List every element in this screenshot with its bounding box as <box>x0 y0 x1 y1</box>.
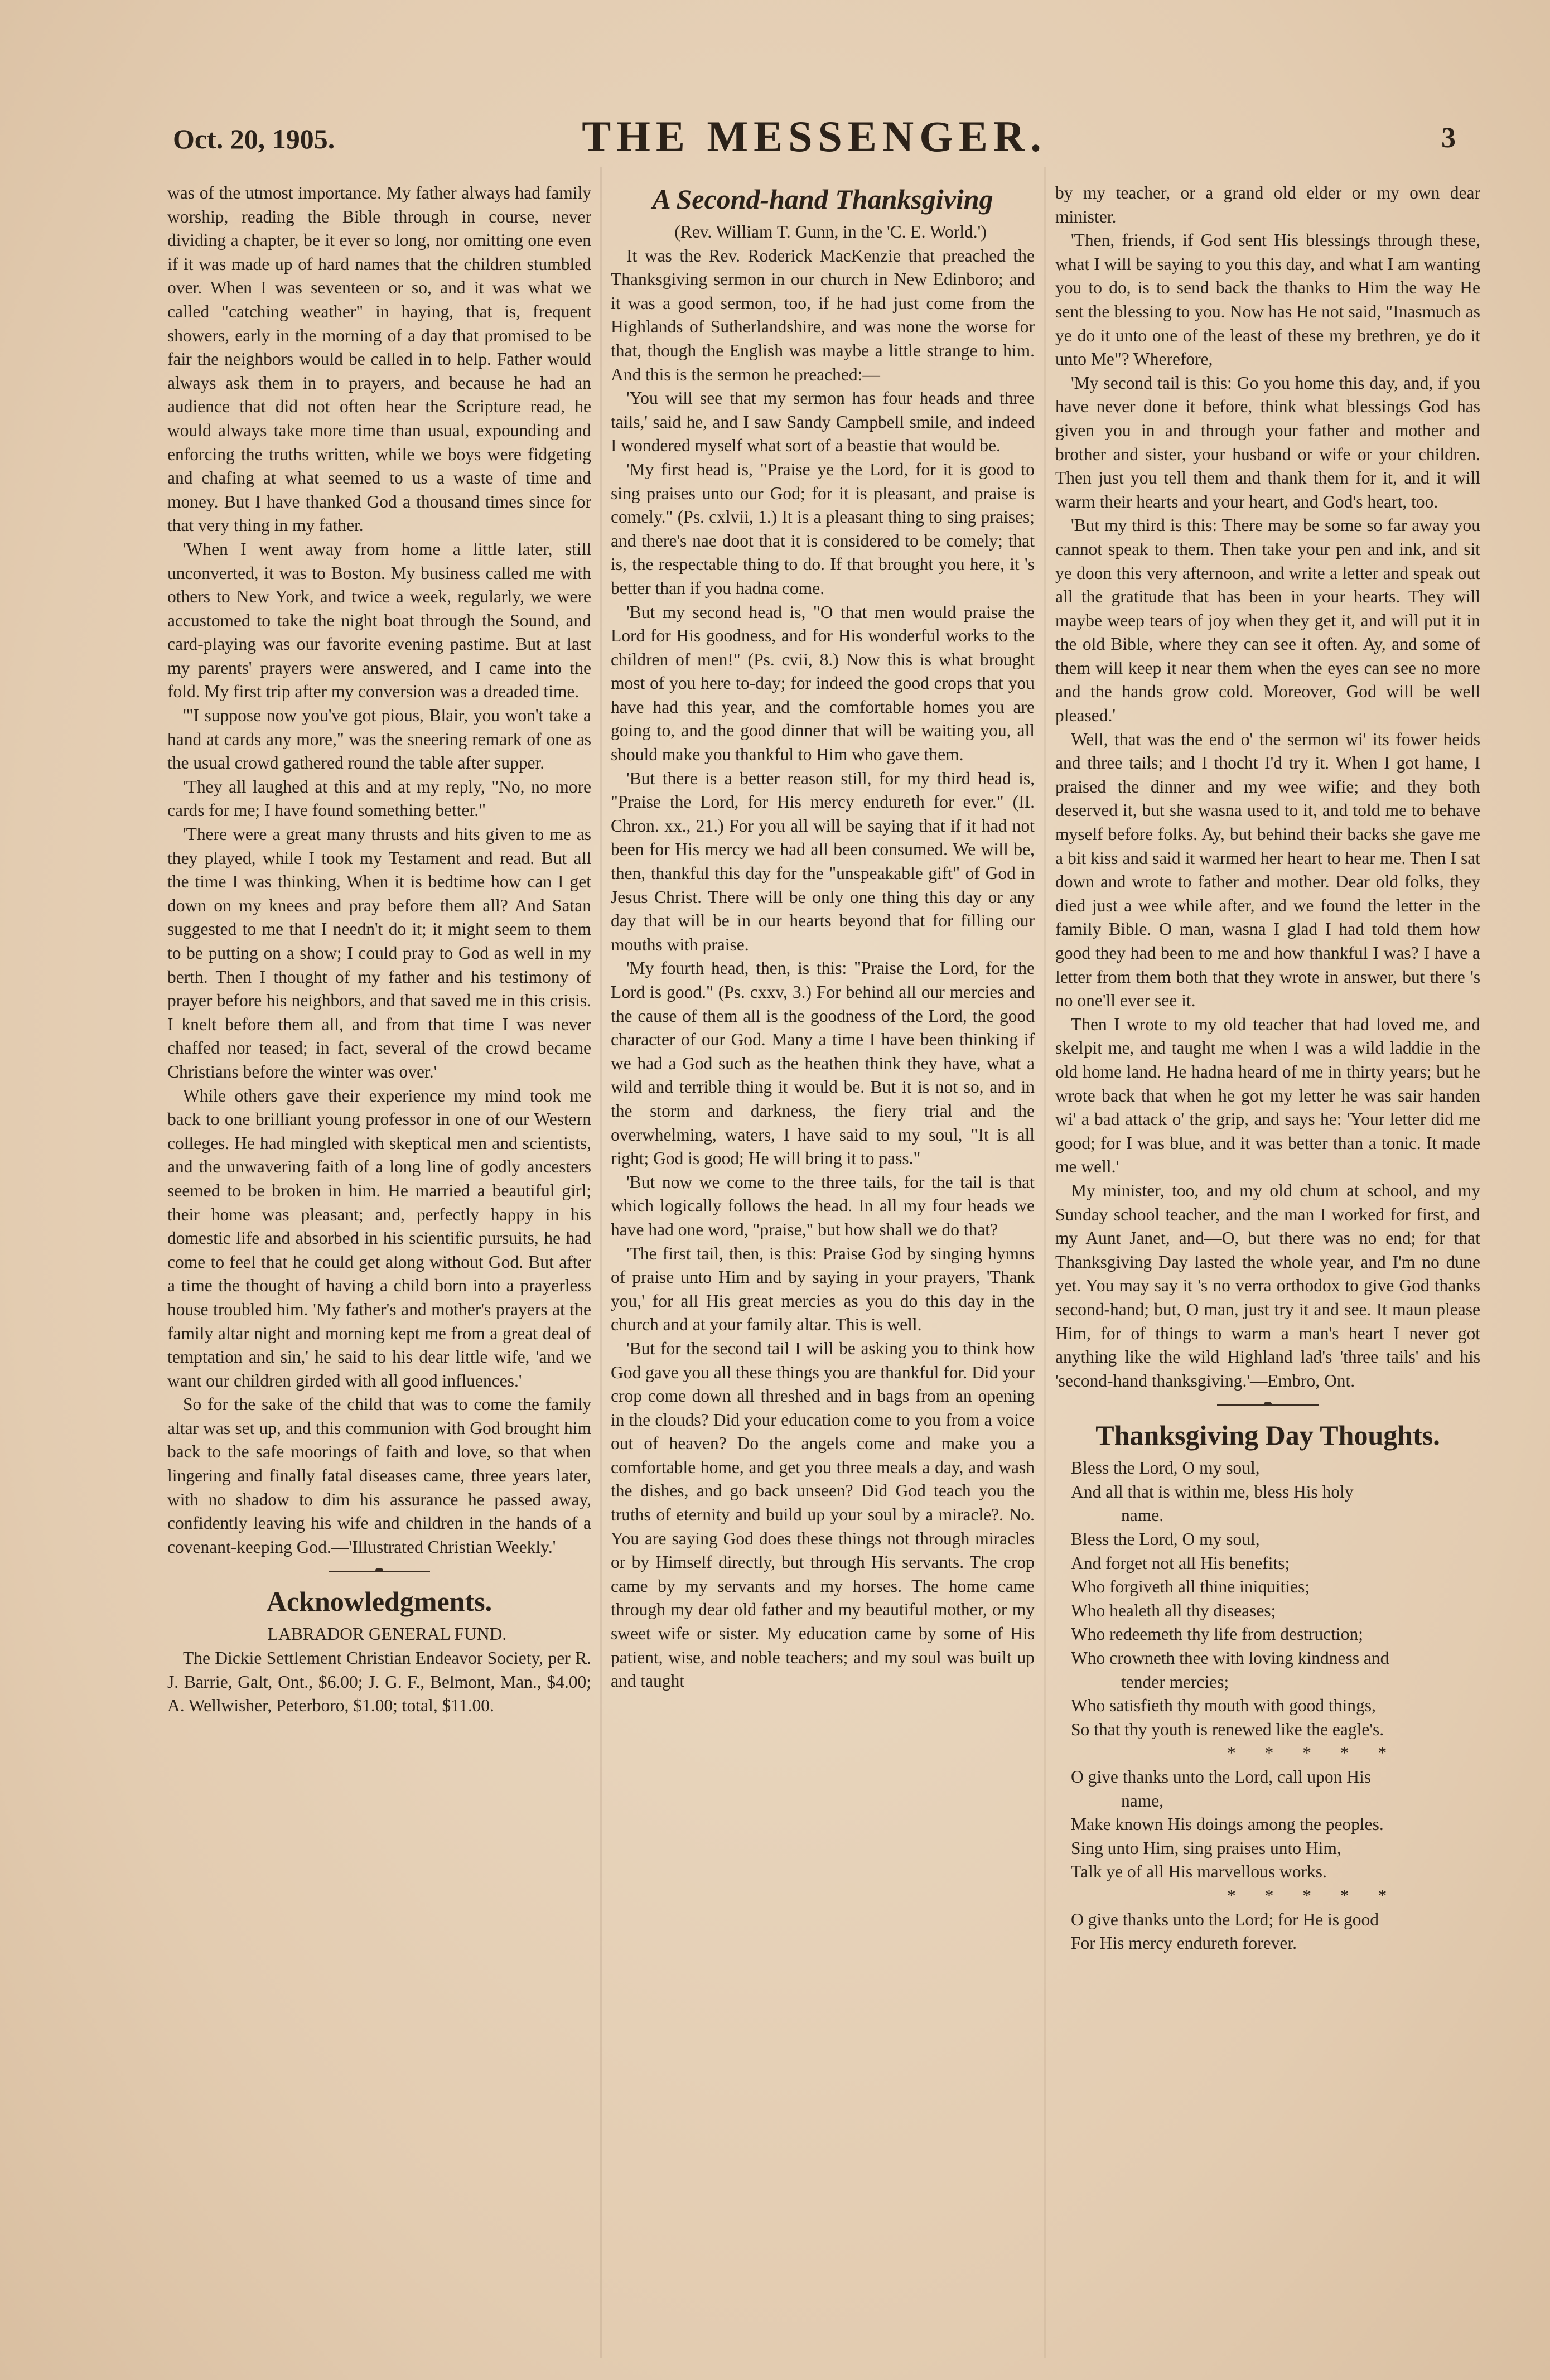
page-number: 3 <box>1441 122 1456 154</box>
poem-line: name. <box>1121 1505 1164 1525</box>
poem-line: O give thanks unto the Lord, call upon His <box>1071 1767 1372 1787</box>
poem-line: O give thanks unto the Lord; for He is good <box>1071 1909 1379 1929</box>
article-paragraph: was of the utmost importance. My father always had family worship, reading the Bible through in course, never dividing a chapter, be it ever so long, nor omitting one even if it was made up of hard names that the children stumbled over. When I was seventeen or so, and it was what we called "catching weather" in haying, that is, frequent showers, early in the morning of a day that promised to be fair the neighbors would be called in to help. Father would always ask them in to prayers, and because he had an audience that did not often hear the Scripture read, he would always take more time than usual, expounding and enforcing the truths written, while we boys were fidgeting and chafing at what seemed to us a waste of time and money. But I have thanked God a thousand times since for that very thing in my father. <box>167 183 591 535</box>
article-paragraph: 'My first head is, "Praise ye the Lord, for it is good to sing praises unto our God; for it is pleasant, and praise is comely." (Ps. cxlvii, 1.) It is a pleasant thing to sing praises; and there's nae doot that it is considered to be comely; that is, the respectable thing to do. If that brought you here, it 's better than if you hadna come. <box>611 459 1035 598</box>
article-paragraph: 'You will see that my sermon has four heads and three tails,' said he, and I saw Sandy Campbell smile, and indeed I wondered myself what sort of a beastie that would be. <box>611 388 1035 456</box>
article-byline: (Rev. William T. Gunn, in the 'C. E. World.') <box>674 222 987 242</box>
issue-date: Oct. 20, 1905. <box>173 123 335 155</box>
poem-line: Bless the Lord, O my soul, <box>1071 1458 1260 1478</box>
article-paragraph: '"I suppose now you've got pious, Blair, you won't take a hand at cards any more," was the sneering remark of one as the usual crowd gathered round the table after supper. <box>167 706 591 773</box>
article-paragraph: 'There were a great many thrusts and hits given to me as they played, while I took my Testament and read. But all the time I was thinking, When it is bedtime how can I get down on my knees and pray before them all? And Satan suggested to me that I needn't do it; it might seem to them to be putting on a show; I could pray to God as well in my berth. Then I thought of my father and his testimony of prayer before his neighbors, and that saved me in this crisis. I knelt before them all, and from that time I was never chaffed nor teased; in fact, several of the crowd became Christians before the winter was over.' <box>167 824 591 1082</box>
poem-line: For His mercy endureth forever. <box>1071 1933 1297 1953</box>
article-paragraph: 'But my second head is, "O that men would praise the Lord for His goodness, and for His wonderful works to the children of men!" (Ps. cvii, 8.) Now this is what brought most of you here to-day; for indeed the good crops that you have had this year, and the comfortable homes you are going to, and the good dinner that will be waiting you, all should make you thankful to Him who gave them. <box>611 602 1035 765</box>
article-paragraph: It was the Rev. Roderick MacKenzie that preached the Thanksgiving sermon in our church in New Edinboro; and it was a good sermon, too, if he had just come from the Highlands of Sutherlandshire, and was none the worse for that, though the English was maybe a little strange to him. And this is the sermon he preached:— <box>611 245 1035 384</box>
section-divider <box>1055 1393 1480 1417</box>
newspaper-title: THE MESSENGER. <box>582 112 1047 161</box>
article-paragraph: 'But there is a better reason still, for my third head is, "Praise the Lord, for His mercy endureth for ever." (II. Chron. xx., 21.) For you all will be saying that if it had not been for His mercy we had all been consumed. We will be, then, thankful this day for the "unspeakable gift" of God in Jesus Christ. There will be only one thing this day or any day that will be in our hearts beyond that for filling our mouths with praise. <box>611 768 1035 954</box>
fund-heading: LABRADOR GENERAL FUND. <box>267 1624 507 1644</box>
article-paragraph: 'When I went away from home a little later, still unconverted, it was to Boston. My business called me with others to New York, and twice a week, regularly, we were accustomed to take the night boat through the Sound, and card-playing was our favorite evening pastime. But at last my parents' prayers were answered, and I came into the fold. My first trip after my conversion was a dreaded time. <box>167 539 591 702</box>
article-paragraph: My minister, too, and my old chum at school, and my Sunday school teacher, and the man I worked for first, and my Aunt Janet, and—O, but there was no end; for that Thanksgiving Day lasted the whole year, and I'm no dune yet. You may say it 's no verra orthodox to give God thanks second-hand; but, O man, just try it and see. It maun please Him, for of things to warm a man's heart I never got anything like the wild Highland lad's 'three tails' and his 'second-hand thanksgiving.'—Embro, Ont. <box>1055 1180 1480 1391</box>
section-divider <box>167 1559 591 1584</box>
poem-line: Who crowneth thee with loving kindness and <box>1071 1648 1389 1668</box>
poem-stars: * * * * * <box>1227 1743 1399 1763</box>
poem-line: Make known His doings among the peoples. <box>1071 1814 1384 1835</box>
article-paragraph: While others gave their experience my mind took me back to one brilliant young professor in one of our Western colleges. He had mingled with skeptical men and scientists, and the unwavering faith of a long line of godly ancesters seemed to be broken in him. He married a beautiful girl; their home was pleasant; and, perfectly happy in his domestic life and absorbed in his scientific pursuits, he had come to feel that he could get along without God. But after a time the thought of having a child born into a prayerless house troubled him. 'My father's and mother's prayers at the family altar night and morning kept me from a great deal of temptation and sin,' he said to his dear little wife, 'and we want our children girded with all good influences.' <box>167 1085 591 1391</box>
poem-line: Who healeth all thy diseases; <box>1071 1600 1276 1620</box>
article-paragraph: Well, that was the end o' the sermon wi' its fower heids and three tails; and I thocht I'd try it. When I got hame, I praised the dinner and my wee wifie; and they both deserved it, but she wasna used to it, and told me to behave myself before folks. Ay, but behind their backs she gave me a bit kiss and said it warmed her heart to hear me. Then I sat down and wrote to father and mother. Dear old folks, they died just a wee while after, and we found the letter in the family Bible. O man, wasna I glad I had told them how good they had been to me and how thankful I was? I have a letter from them both that they wrote in answer, but there 's no one'll ever see it. <box>1055 729 1480 1011</box>
article-paragraph: 'But my third is this: There may be some so far away you cannot speak to them. Then take your pen and ink, and sit ye doon this very afternoon, and write a letter and speak out all the gratitude that has been in your hearts. They will maybe weep tears of joy when they get it, and will put it in the old Bible, where they can see it often. Ay, and some of them will keep it near them when the eyes can see no more and the hands grow cold. Moreover, God will be well pleased.' <box>1055 515 1480 726</box>
poem-line: So that thy youth is renewed like the eagle's. <box>1071 1719 1384 1739</box>
article-paragraph: Then I wrote to my old teacher that had loved me, and skelpit me, and taught me when I was a wild laddie in the old home land. He hadna heard of me in thirty years; but he wrote back that when he got my letter he was sair handen wi' a bad attack o' the grip, and says he: 'Your letter did me good; for I was blue, and it was better than a tonic. It made me well.' <box>1055 1014 1480 1177</box>
poem-line: Sing unto Him, sing praises unto Him, <box>1071 1838 1341 1858</box>
column-divider <box>600 167 602 2358</box>
acknowledgments-heading: Acknowledgments. <box>266 1586 492 1618</box>
article-title: A Second-hand Thanksgiving <box>652 184 993 215</box>
poem-line: Who forgiveth all thine iniquities; <box>1071 1577 1310 1597</box>
column-left <box>167 181 591 2327</box>
article-paragraph: 'Then, friends, if God sent His blessings through these, what I will be saying to you this day, and what I am wanting you to do, is to send back the thanks to Him the way He sent the blessing to you. Now has He not said, "Inasmuch as ye do it unto one of the least of these my brethren, ye do it unto Me"? Wherefore, <box>1055 230 1480 369</box>
article-paragraph: 'My second tail is this: Go you home this day, and, if you have never done it before, think what blessings God has given you in and through your father and mother and brother and sister, your husband or wife or your children. Then just you tell them and thank them for it, and it will warm their hearts and your heart, and God's heart, too. <box>1055 373 1480 511</box>
article-paragraph: 'My fourth head, then, is this: "Praise the Lord, for the Lord is good." (Ps. cxxv, 3.) For behind all our mercies and the cause of them all is the goodness of the Lord, the good character of our God. Many a time I have been thinking if we had a God such as the heathen think they have, what a wild and terrible thing it would be. But it is not so, and in the storm and darkness, the fiery trial and the overwhelming, waters, I have said to my soul, "It is all right; God is good; He will bring it to pass." <box>611 958 1035 1169</box>
poem-line: tender mercies; <box>1121 1672 1229 1692</box>
poem-title: Thanksgiving Day Thoughts. <box>1095 1420 1440 1451</box>
poem-line: Who redeemeth thy life from destruction; <box>1071 1624 1363 1644</box>
article-paragraph: 'But now we come to the three tails, for the tail is that which logically follows the head. In all my four heads we have had one word, "praise," but how shall we do that? <box>611 1172 1035 1239</box>
poem-line: Who satisfieth thy mouth with good things, <box>1071 1696 1376 1716</box>
article-paragraph: 'But for the second tail I will be asking you to think how God gave you all these things you are thankful for. Did your crop come down all threshed and in bags from an opening in the clouds? Did your education come to you from a voice out of heaven? Do the angels come and make you a comfortable home, and get you three meals a day, and wash the dishes, and go back unseen? Did God teach you the truths of eternity and build up your soul by a miracle?. No. You are saying God does these things not through miracles or by Himself directly, but through His servants. The crop came by my servants and my horses. The home came through my dear old father and my beautiful mother, or my sweet wife or sister. My education came by some of His patient, wise, and noble teachers; and my soul was built up and taught <box>611 1338 1035 1691</box>
poem-line: And forget not all His benefits; <box>1071 1553 1290 1573</box>
acknowledgments-text: The Dickie Settlement Christian Endeavor Society, per R. J. Barrie, Galt, Ont., $6.00; J. G. F., Belmont, Man., $4.00; A. Wellwisher, Peterboro, $1.00; total, $11.00. <box>167 1648 591 1716</box>
column-middle <box>611 181 1035 2327</box>
poem-line: Bless the Lord, O my soul, <box>1071 1529 1260 1549</box>
poem <box>1055 1456 1480 1955</box>
poem-line: name, <box>1121 1790 1164 1811</box>
masthead <box>173 112 1456 173</box>
poem-line: And all that is within me, bless His holy <box>1071 1481 1354 1502</box>
poem-line: Talk ye of all His marvellous works. <box>1071 1862 1327 1882</box>
article-paragraph: 'They all laughed at this and at my reply, "No, no more cards for me; I have found something better." <box>167 776 591 820</box>
column-right <box>1055 181 1480 2327</box>
article-paragraph: by my teacher, or a grand old elder or my own dear minister. <box>1055 183 1480 226</box>
article-paragraph: 'The first tail, then, is this: Praise God by singing hymns of praise unto Him and by saying in your prayers, 'Thank you,' for all His great mercies as you do this day in the church and at your family altar. This is well. <box>611 1243 1035 1335</box>
column-divider <box>1044 167 1046 2358</box>
article-paragraph: So for the sake of the child that was to come the family altar was set up, and this communion with God brought him back to the safe moorings of faith and love, so that when lingering and finally fatal diseases came, three years later, with no shadow to dim his assurance he passed away, confidently leaving his wife and children in the hands of a covenant-keeping God.—'Illustrated Christian Weekly.' <box>167 1394 591 1557</box>
poem-stars: * * * * * <box>1227 1885 1399 1905</box>
